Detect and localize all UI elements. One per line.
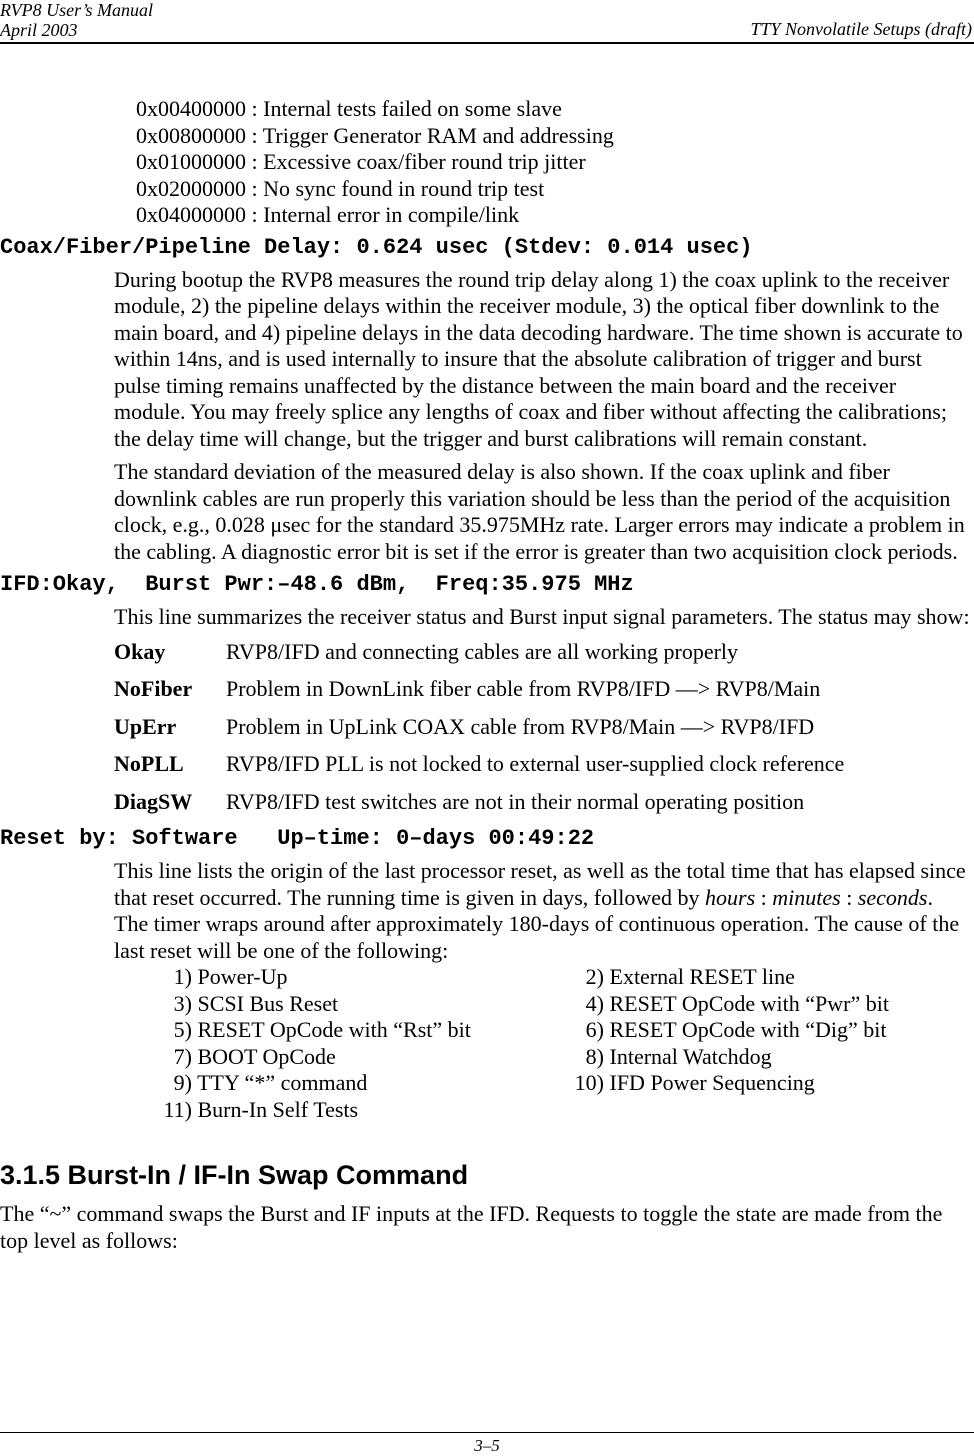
page-body <box>0 96 974 1261</box>
error-code-item: 0x04000000 : Internal error in compile/link <box>136 202 520 227</box>
cause-number: 8) <box>585 1043 604 1069</box>
section-paragraph: The “~” command swaps the Burst and IF inputs at the IFD. Requests to toggle the state are made from the top level as follows: <box>0 1201 943 1253</box>
cause-label: RESET OpCode with “Rst” bit <box>197 1017 471 1042</box>
status-desc: RVP8/IFD PLL is not locked to external user-supplied clock reference <box>226 751 845 776</box>
error-code-item: 0x02000000 : No sync found in round trip test <box>136 175 545 201</box>
separator: : <box>840 884 858 910</box>
reset-description <box>114 858 972 964</box>
status-row <box>114 789 974 815</box>
ifd-status-line: IFD:Okay, Burst Pwr:–48.6 dBm, Freq:35.975 MHz <box>0 572 634 597</box>
status-row <box>114 676 974 702</box>
header-left <box>0 0 153 40</box>
reset-cause-row <box>150 991 974 1018</box>
delay-status-line: Coax/Fiber/Pipeline Delay: 0.624 usec (Stdev: 0.014 usec) <box>0 234 753 260</box>
status-key: UpErr <box>114 713 177 739</box>
cause-number: 3) <box>173 990 192 1016</box>
footer-rule <box>0 1432 974 1433</box>
reset-cause-row <box>150 1017 974 1044</box>
hours-term: hours <box>705 884 756 910</box>
cause-label: RESET OpCode with “Dig” bit <box>609 1017 887 1042</box>
separator: : <box>755 884 773 910</box>
cause-label: Power-Up <box>197 964 288 989</box>
ifd-status-table <box>114 639 974 815</box>
error-code-item: 0x00400000 : Internal tests failed on some slave <box>136 96 562 121</box>
status-desc: RVP8/IFD test switches are not in their normal operating position <box>226 788 805 814</box>
status-desc: Problem in UpLink COAX cable from RVP8/Main —> RVP8/IFD <box>226 713 815 739</box>
status-key: Okay <box>114 638 166 664</box>
status-key: NoFiber <box>114 676 193 701</box>
error-code-list <box>136 96 974 229</box>
reset-cause-row <box>150 1097 974 1124</box>
delay-paragraph-2: The standard deviation of the measured delay is also shown. If the coax uplink and fiber downlink cables are run properly this variation should be less than the period of the acquisition clock, e.g., 0.028 μsec for the standard 35.975MHz rate. Larger errors may indicate a problem in the cabling. A diagnostic error bit is set if the error is greater than two acquisition clock periods. <box>114 459 965 564</box>
delay-description <box>114 267 972 566</box>
manual-title: RVP8 User’s Manual <box>0 0 153 20</box>
cause-label: Internal Watchdog <box>609 1043 772 1069</box>
header-section-title: TTY Nonvolatile Setups (draft) <box>750 19 972 39</box>
minutes-term: minutes <box>772 884 841 910</box>
status-desc: Problem in DownLink fiber cable from RVP8/IFD —> RVP8/Main <box>226 676 821 701</box>
reset-cause-row <box>150 1044 974 1071</box>
status-row <box>114 714 974 740</box>
cause-number: 1) <box>173 964 192 989</box>
cause-number: 9) <box>173 1070 192 1095</box>
cause-label: Burn-In Self Tests <box>197 1096 359 1122</box>
reset-paragraph <box>114 858 972 964</box>
delay-paragraph-1: During bootup the RVP8 measures the round trip delay along 1) the coax uplink to the receiver module, 2) the pipeline delays within the receiver module, 3) the optical fiber downlink to the main board, and 4) pipeline delays in the data decoding hardware. The time shown is accurate to within 14ns, and is used internally to insure that the absolute calibration of trigger and burst pulse timing remains unaffected by the distance between the main board and the receiver module. You may freely splice any lengths of coax and fiber without affecting the calibrations; the delay time will change, but the trigger and burst calibrations will remain constant. <box>114 266 963 451</box>
error-code-item: 0x00800000 : Trigger Generator RAM and addressing <box>136 122 614 148</box>
status-row <box>114 751 974 777</box>
manual-date: April 2003 <box>0 20 78 40</box>
ifd-intro: This line summarizes the receiver status and Burst input signal parameters. The status may show: <box>114 604 970 629</box>
reset-text-a: This line lists the origin of the last processor reset, as well as the total time that has elapsed since that reset occurred. The running time is given in days, followed by <box>114 858 966 910</box>
cause-number: 10) <box>574 1070 604 1095</box>
page-header <box>0 0 974 46</box>
cause-number: 6) <box>585 1017 604 1042</box>
error-code-item: 0x01000000 : Excessive coax/fiber round trip jitter <box>136 149 586 174</box>
cause-label: External RESET line <box>609 964 795 989</box>
reset-cause-row <box>150 1070 974 1097</box>
cause-number: 2) <box>585 964 604 989</box>
reset-cause-list <box>150 964 974 1123</box>
ifd-description <box>114 604 972 631</box>
header-rule <box>0 42 974 44</box>
cause-label: RESET OpCode with “Pwr” bit <box>609 990 889 1016</box>
status-key: NoPLL <box>114 751 184 776</box>
cause-label: TTY “*” command <box>197 1070 368 1095</box>
cause-number: 7) <box>173 1043 192 1069</box>
cause-label: BOOT OpCode <box>197 1043 336 1069</box>
cause-number: 5) <box>173 1017 192 1042</box>
section-heading: 3.1.5 Burst-In / IF-In Swap Command <box>0 1160 469 1190</box>
cause-number: 4) <box>585 990 604 1016</box>
page-number: 3–5 <box>474 1436 500 1455</box>
reset-status-line: Reset by: Software Up–time: 0–days 00:49:22 <box>0 826 595 851</box>
cause-label: IFD Power Sequencing <box>609 1070 815 1095</box>
status-row <box>114 639 974 665</box>
cause-number: 11) <box>163 1096 192 1122</box>
status-key: DiagSW <box>114 788 193 814</box>
reset-cause-row <box>150 964 974 991</box>
cause-label: SCSI Bus Reset <box>197 990 339 1016</box>
seconds-term: seconds <box>857 884 928 910</box>
reset-text-b: . The timer wraps around after approximately 180-days of continuous operation. The cause of the last reset will be one of the following: <box>114 884 960 963</box>
status-desc: RVP8/IFD and connecting cables are all working properly <box>226 638 739 664</box>
